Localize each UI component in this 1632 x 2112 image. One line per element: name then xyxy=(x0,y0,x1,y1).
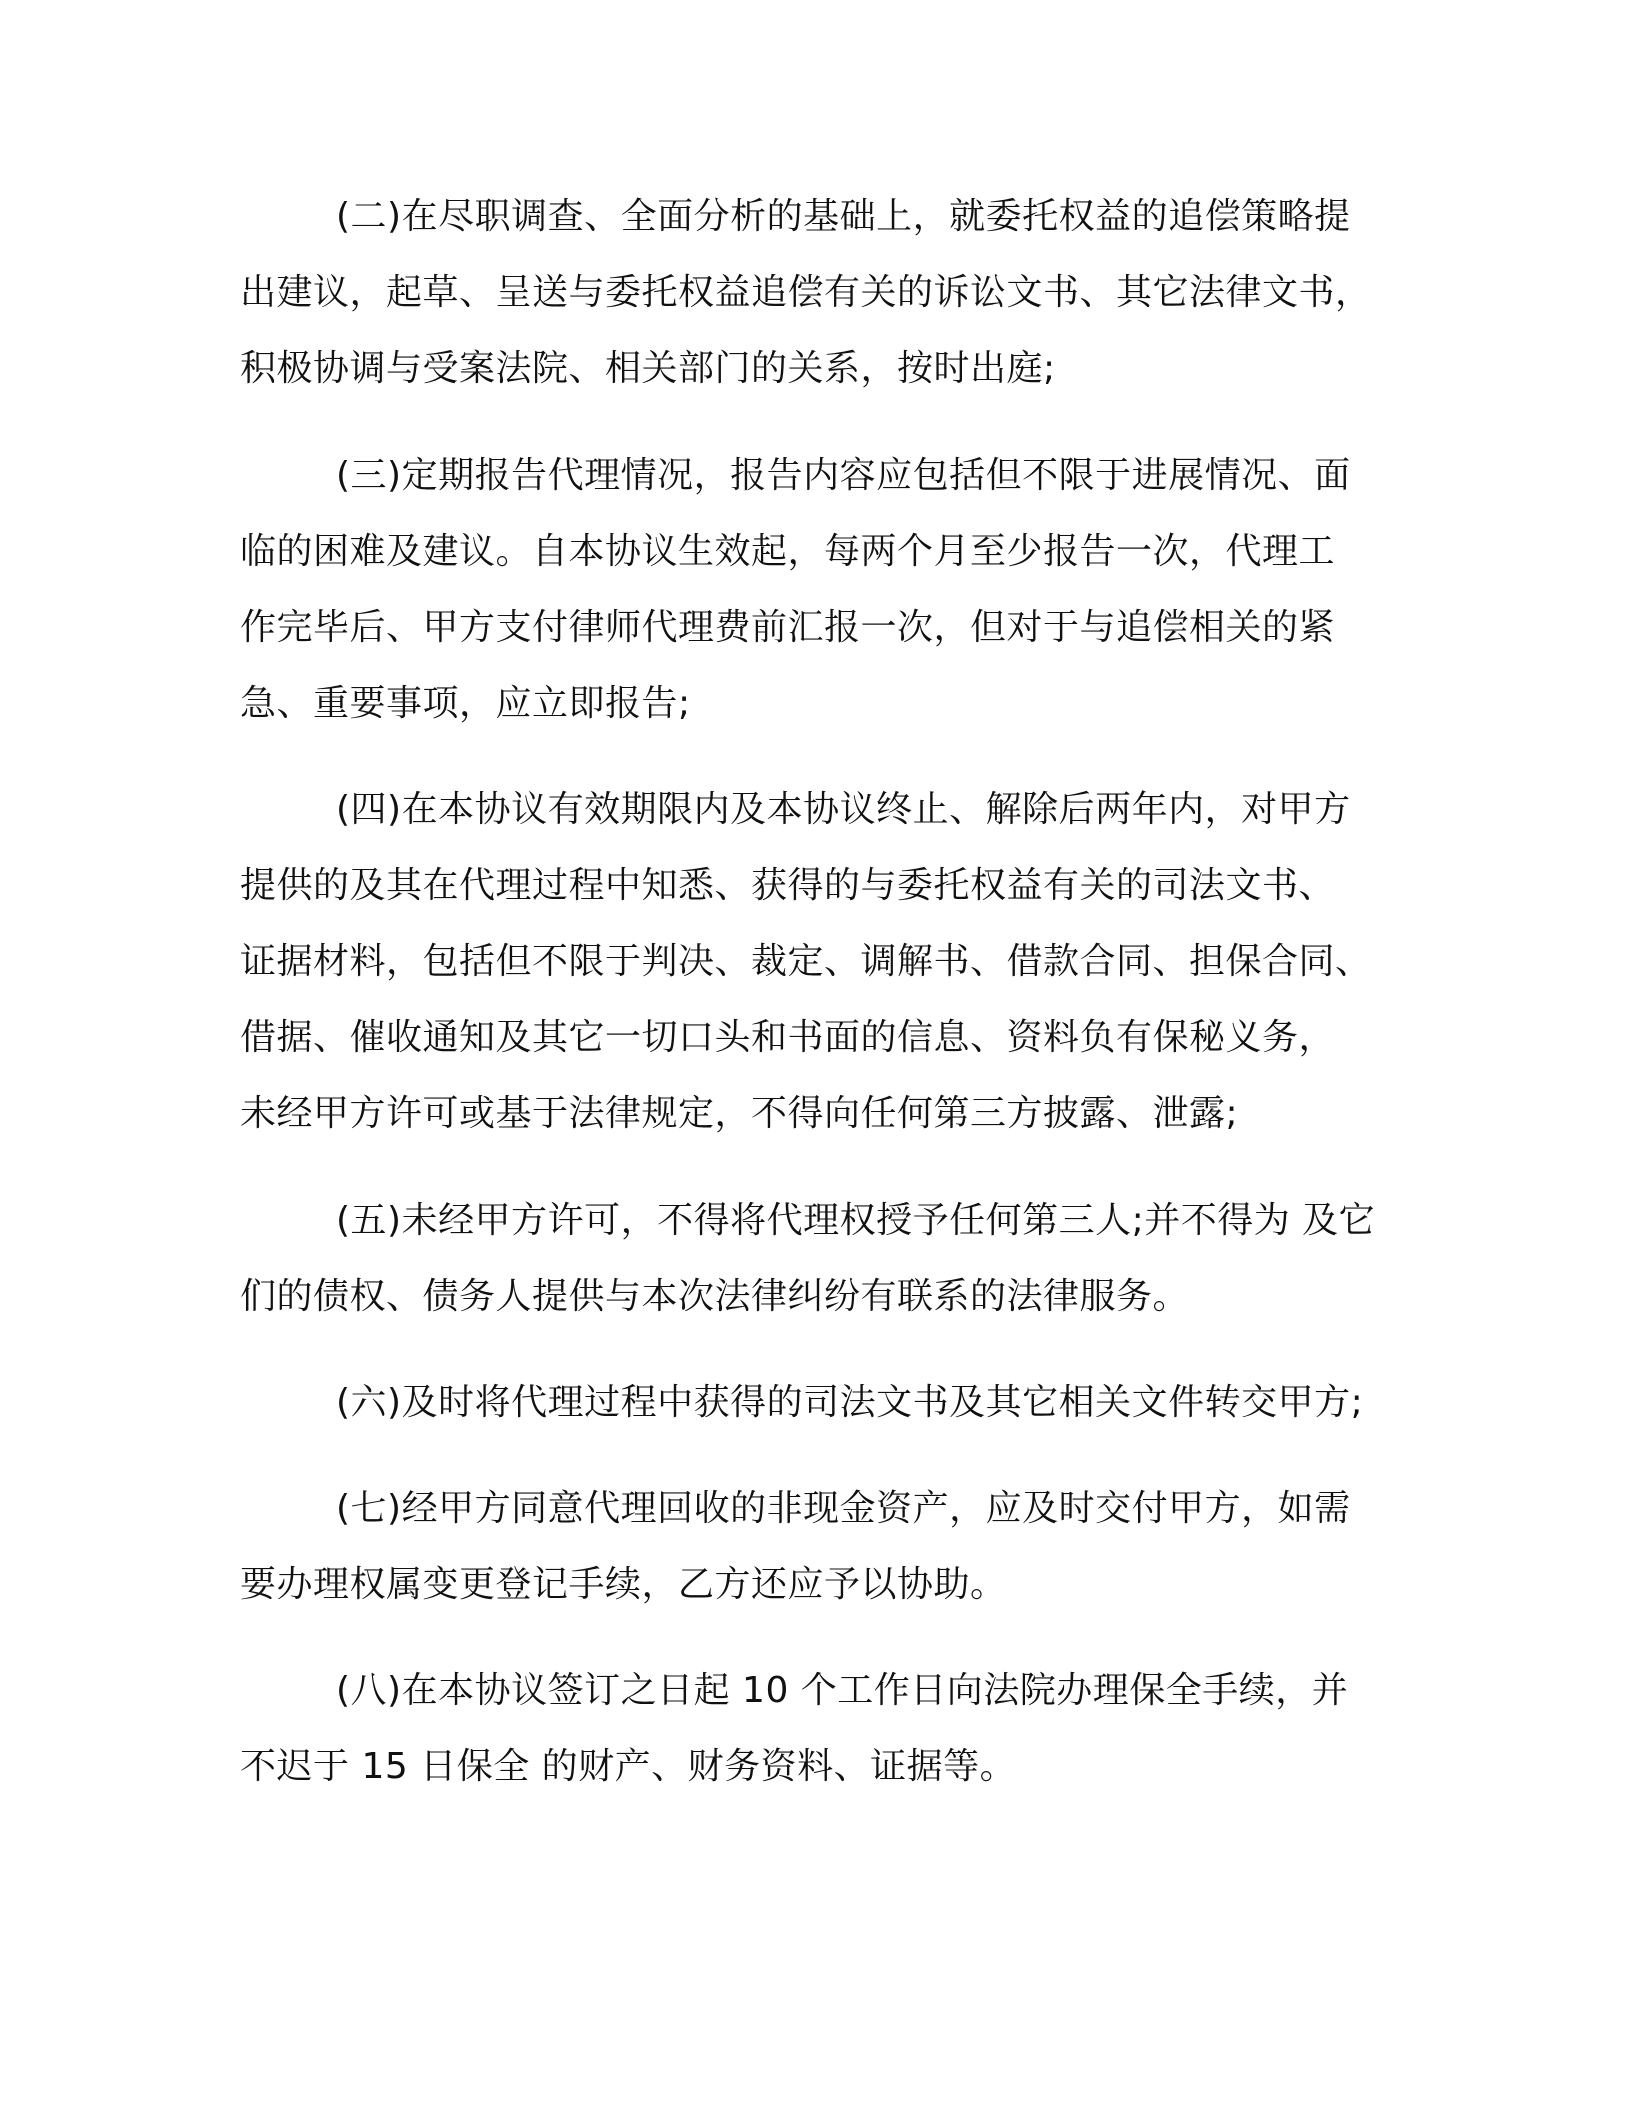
paragraph-line: 作完毕后、甲方支付律师代理费前汇报一次，但对于与追偿相关的紧 xyxy=(240,607,1336,648)
paragraph-line: 未经甲方许可或基于法律规定，不得向任何第三方披露、泄露; xyxy=(240,1093,1239,1134)
paragraph-line: (七)经甲方同意代理回收的非现金资产，应及时交付甲方，如需 xyxy=(336,1488,1351,1529)
paragraph-line: 要办理权属变更登记手续，乙方还应予以协助。 xyxy=(240,1564,1007,1605)
paragraph-line: 急、重要事项，应立即报告; xyxy=(240,683,691,724)
paragraph-line: (四)在本协议有效期限内及本协议终止、解除后两年内，对甲方 xyxy=(336,789,1351,830)
paragraph-line: 临的困难及建议。自本协议生效起，每两个月至少报告一次，代理工 xyxy=(240,531,1336,572)
paragraph-line: 证据材料，包括但不限于判决、裁定、调解书、借款合同、担保合同、 xyxy=(240,941,1372,982)
paragraph-line: (六)及时将代理过程中获得的司法文书及其它相关文件转交甲方; xyxy=(336,1382,1364,1423)
paragraph-line: 不迟于 15 日保全 的财产、财务资料、证据等。 xyxy=(240,1746,1017,1787)
paragraph-line: 积极协调与受案法院、相关部门的关系，按时出庭; xyxy=(240,348,1056,389)
paragraph-line: (三)定期报告代理情况，报告内容应包括但不限于进展情况、面 xyxy=(336,455,1351,496)
paragraph-line: 借据、催收通知及其它一切口头和书面的信息、资料负有保秘义务， xyxy=(240,1017,1336,1058)
paragraph-line: 们的债权、债务人提供与本次法律纠纷有联系的法律服务。 xyxy=(240,1276,1190,1317)
paragraph-line: (五)未经甲方许可，不得将代理权授予任何第三人;并不得为 及它 xyxy=(336,1200,1376,1241)
paragraph-line: 出建议，起草、呈送与委托权益追偿有关的诉讼文书、其它法律文书， xyxy=(240,272,1372,313)
paragraph-line: (二)在尽职调查、全面分析的基础上，就委托权益的追偿策略提 xyxy=(336,196,1351,237)
paragraph-line: 提供的及其在代理过程中知悉、获得的与委托权益有关的司法文书、 xyxy=(240,865,1336,906)
paragraph-line: (八)在本协议签订之日起 10 个工作日向法院办理保全手续，并 xyxy=(336,1670,1349,1711)
